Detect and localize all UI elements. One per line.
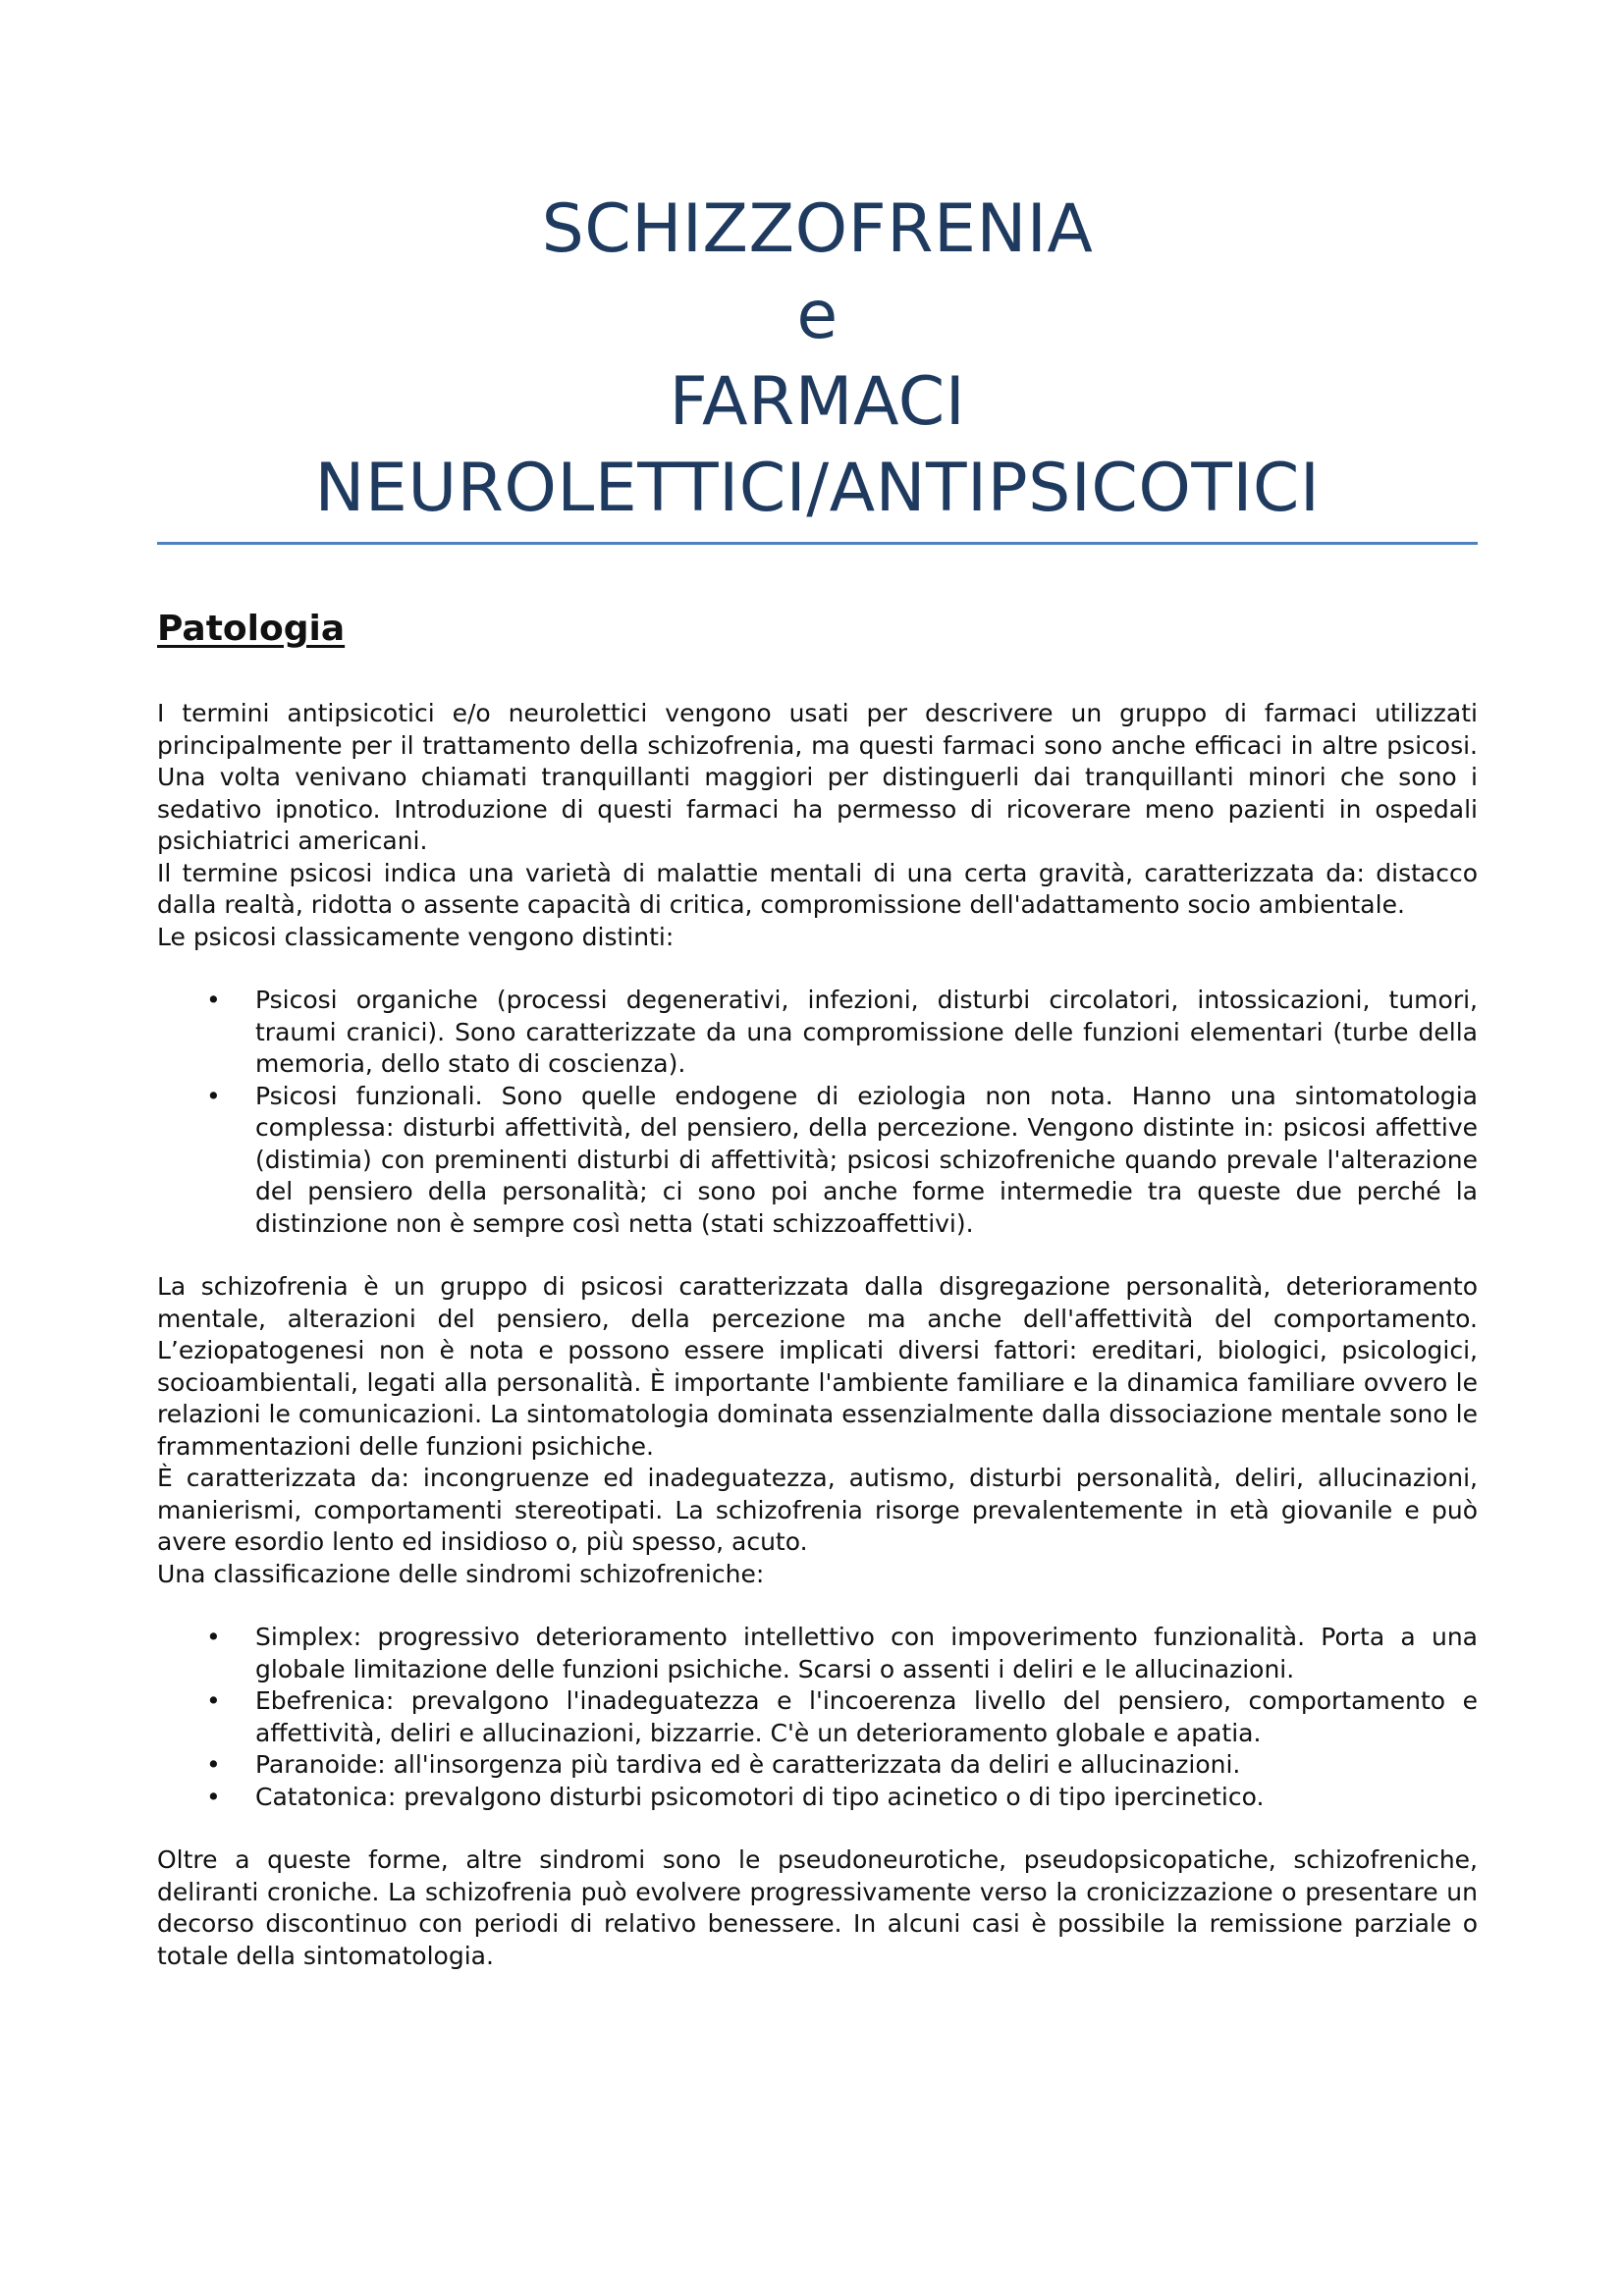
list-item-text: Ebefrenica: prevalgono l'inadeguatezza e l'incoerenza livello del pensiero, comportamento e affettività, deliri e allucinazioni, bizzarrie. C'è un deterioramento globale e apatia. (255, 1686, 1478, 1747)
title-line: NEUROLETTICI/ANTIPSICOTICI (314, 450, 1321, 527)
bullet-icon: • (206, 1686, 221, 1715)
paragraph: Oltre a queste forme, altre sindromi sono le pseudoneurotiche, pseudopsicopatiche, schizofreniche, deliranti croniche. La schizofrenia può evolvere progressivamente verso la cronicizzazione o presentare un decorso discontinuo con periodi di relativo benessere. In alcuni casi è possibile la remissione parziale o totale della sintomatologia. (157, 1845, 1478, 1970)
bullet-icon: • (206, 1081, 221, 1110)
paragraph: La schizofrenia è un gruppo di psicosi caratterizzata dalla disgregazione personalità, deterioramento mentale, alterazioni del pensiero, della percezione ma anche dell'affettività del comportamento. L’eziopatogenesi non è nota e possono essere implicati diversi fattori: ereditari, biologici, psicologici, socioambientali, legati alla personalità. È importante l'ambiente familiare e la dinamica familiare ovvero le relazioni le comunicazioni. La sintomatologia dominata essenzialmente dalla dissociazione mentale sono le frammentazioni delle funzioni psichiche. (157, 1272, 1478, 1461)
paragraph: È caratterizzata da: incongruenze ed inadeguatezza, autismo, disturbi personalità, deliri, allucinazioni, manierismi, comportamenti stereotipati. La schizofrenia risorge prevalentemente in età giovanile e può avere esordio lento ed insidioso o, più spesso, acuto. (157, 1464, 1478, 1556)
list-item (157, 1081, 1478, 1241)
sindromi-list (157, 1622, 1478, 1813)
paragraph: Una classificazione delle sindromi schizofreniche: (157, 1559, 765, 1588)
list-item-text: Simplex: progressivo deterioramento intellettivo con impoverimento funzionalità. Porta a una globale limitazione delle funzioni psichiche. Scarsi o assenti i deliri e le allucinazioni. (255, 1623, 1478, 1683)
title-line: SCHIZZOFRENIA (541, 190, 1094, 268)
paragraph: I termini antipsicotici e/o neurolettici vengono usati per descrivere un gruppo di farmaci utilizzati principalmente per il trattamento della schizofrenia, ma questi farmaci sono anche efficaci in altre psicosi. Una volta venivano chiamati tranquillanti maggiori per distinguerli dai tranquillanti minori che sono i sedativo ipnotico. Introduzione di questi farmaci ha permesso di ricoverare meno pazienti in ospedali psichiatrici americani. (157, 699, 1478, 855)
title-line: e (796, 277, 839, 354)
bullet-icon: • (206, 1750, 221, 1779)
paragraph: Le psicosi classicamente vengono distinti: (157, 922, 675, 951)
list-item-text: Catatonica: prevalgono disturbi psicomotori di tipo acinetico o di tipo ipercinetico. (255, 1782, 1265, 1811)
list-item-text: Paranoide: all'insorgenza più tardiva ed è caratterizzata da deliri e allucinazioni. (255, 1750, 1241, 1779)
bullet-icon: • (206, 1782, 221, 1811)
list-item (157, 1749, 1478, 1782)
document-page (157, 187, 1478, 1972)
list-item (157, 985, 1478, 1081)
list-item (157, 1782, 1478, 1814)
list-item (157, 1622, 1478, 1685)
list-item-text: Psicosi funzionali. Sono quelle endogene di eziologia non nota. Hanno una sintomatologia complessa: disturbi affettività, del pensiero, della percezione. Vengono distinte in: psicosi affettive (distimia) con preminenti disturbi di affettività; psicosi schizofreniche quando prevale l'alterazione del pensiero della personalità; ci sono poi anche forme intermedie tra queste due perché la distinzione non è sempre così netta (stati schizzoaffettivi). (255, 1081, 1478, 1238)
paragraph: Il termine psicosi indica una varietà di malattie mentali di una certa gravità, caratterizzata da: distacco dalla realtà, ridotta o assente capacità di critica, compromissione dell'adattamento socio ambientale. (157, 858, 1478, 919)
bullet-icon: • (206, 1623, 221, 1651)
list-item-text: Psicosi organiche (processi degenerativi, infezioni, disturbi circolatori, intossicazioni, tumori, traumi cranici). Sono caratterizzate da una compromissione delle funzioni elementari (turbe della memoria, dello stato di coscienza). (255, 986, 1478, 1078)
document-title (157, 187, 1478, 532)
title-line: FARMACI (669, 363, 966, 441)
document-body (157, 698, 1478, 1972)
psicosi-list (157, 985, 1478, 1240)
title-divider (157, 542, 1478, 545)
list-item (157, 1685, 1478, 1749)
section-heading: Patologia (157, 609, 346, 649)
bullet-icon: • (206, 986, 221, 1014)
